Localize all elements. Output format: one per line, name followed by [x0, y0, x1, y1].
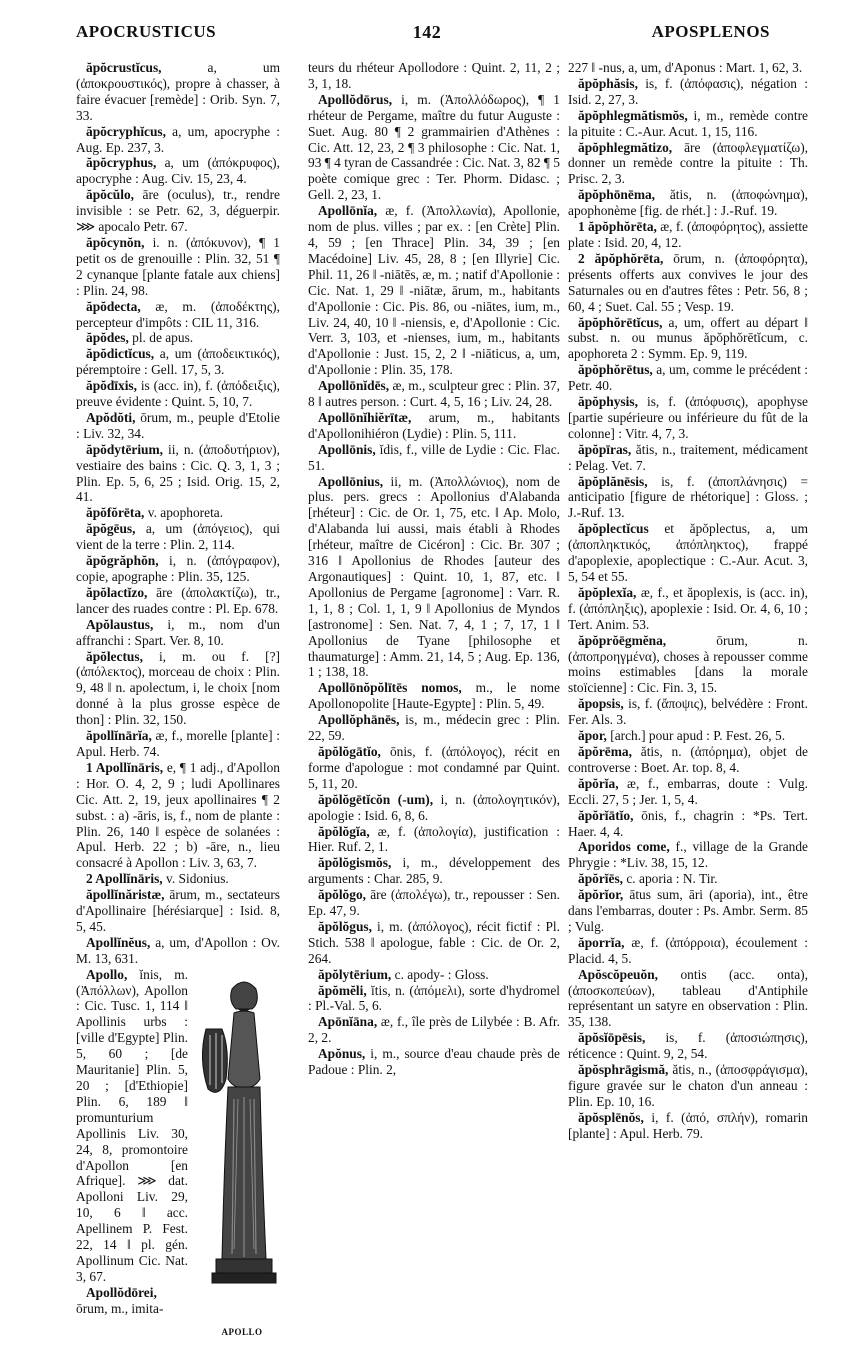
entry-definition: ōrum, n. (ἀποπροηγμένα), choses à repousser comme moins estimables [dans la morale stoïcienne] : Cic. Fin. 3, 15. [568, 632, 808, 696]
dictionary-entry [568, 108, 808, 140]
entry-headword: Apŏlaustus, [86, 616, 154, 632]
entry-definition: 227 ‖ -nus, a, um, d'Aponus : Mart. 1, 62, 3. [568, 60, 803, 75]
entry-headword: ăpŏrĭor, [578, 887, 624, 903]
entry-headword: ăpŏlŏgus, [318, 918, 372, 934]
entry-headword: Apŏnus, [318, 1046, 366, 1062]
entry-headword: ăpŏsplēnŏs, [578, 1109, 644, 1125]
entry-headword: ăpŏgēus, [86, 521, 136, 537]
dictionary-entry [308, 1046, 560, 1078]
entry-headword: ăpŏlŏgo, [318, 887, 366, 903]
dictionary-entry [308, 203, 560, 378]
entry-definition: ĭtis, n. (ἀπόμελι), sorte d'hydromel : Pl.-Val. 5, 6. [308, 982, 560, 1014]
entry-definition: æ, f., embarras, doute : Vulg. Eccli. 27, 5 ; Jer. 1, 5, 4. [568, 775, 808, 807]
dictionary-entry [76, 330, 280, 346]
page-number: 142 [412, 22, 442, 42]
entry-headword: ăpŏphōnēma, [578, 187, 656, 203]
dictionary-entry [568, 1110, 808, 1142]
entry-definition: i, n. (ἀπόγραφον), copie, apographe : Plin. 35, 125. [76, 553, 280, 584]
entry-definition: c. aporia : N. Tir. [623, 871, 718, 887]
entry-headword: ăpŏcryphĭcus, [86, 123, 166, 139]
dictionary-entry [568, 1030, 808, 1062]
entry-headword: ăpŏcryphus, [86, 155, 157, 171]
dictionary-entry [308, 967, 560, 983]
entry-definition: v. Sidonius. [162, 871, 229, 887]
entry-definition: āre (ἀπολακτίζω), tr., lancer des ruades contre : Pl. Ep. 678. [76, 584, 280, 616]
dictionary-entry [568, 394, 808, 442]
dictionary-entry [568, 585, 808, 633]
entry-definition: m., le nome Apollonopolite [Haute-Egypte] : Plin. 5, 49. [308, 680, 560, 712]
dictionary-entry [76, 187, 280, 235]
entry-definition: ii, n. (ἀποδυτήριον), vestiaire des bains : Cic. Q. 3, 1, 3 ; Plin. Ep. 5, 6, 25 ; Isid. Orig. 15, 2, 41. [76, 441, 280, 505]
entry-headword: ăpor, [578, 728, 607, 744]
entry-definition: æ, f., morelle [plante] : Apul. Herb. 74. [76, 728, 280, 759]
dictionary-entry [76, 124, 280, 156]
entry-headword: ăpollĭnăristæ, [86, 887, 165, 903]
dictionary-entry [568, 728, 808, 744]
dictionary-entry [76, 155, 280, 187]
entry-definition: ătis, n., traitement, médicament : Pelag. Vet. 7. [568, 441, 808, 473]
entry-headword: 2 ăpŏphŏrēta, [578, 250, 664, 266]
entry-headword: ăpŏphŏrētĭcus, [578, 314, 663, 330]
dictionary-entry [568, 219, 808, 251]
entry-headword: ăpŏcrustĭcus, [86, 60, 162, 75]
entry-definition: ătis, n., (ἀποσφράγισμα), figure gravée sur le chaton d'un anneau : Plin. Ep. 10, 16. [568, 1062, 808, 1109]
dictionary-entry [568, 60, 808, 76]
entry-definition: [arch.] pour apud : P. Fest. 26, 5. [606, 728, 786, 744]
entry-definition: a, um, d'Apollon : Ov. M. 13, 631. [76, 934, 280, 966]
entry-headword: Apollōnis, [318, 441, 376, 457]
column-3 [568, 60, 808, 1142]
entry-definition: i, m. ou f. [?] (ἀπόλεκτος), morceau de choix : Plin. 9, 48 ‖ n. apolectum, i, le choix [nom donné à la plus grosse espèce de thon] : Plin. 32, 150. [76, 648, 280, 728]
dictionary-entry [76, 728, 280, 760]
entry-definition: ōrum, m., imita- [76, 1300, 164, 1316]
apollo-illustration [194, 969, 280, 1341]
dictionary-entry [568, 1062, 808, 1110]
entry-definition: æ, f., et ăpoplexis, is (acc. in), f. (ἀπόπληξις), apoplexie : Isid. Or. 4, 6, 10 ; Tert. Anim. 53. [568, 584, 808, 632]
dictionary-entry [76, 235, 280, 299]
entry-definition: ārum, m., sectateurs d'Apollinaire [hérésiarque] : Isid. 8, 5, 45. [76, 887, 280, 934]
entry-headword: ăpŏrĭātĭo, [578, 807, 634, 823]
dictionary-entry [76, 649, 280, 729]
entry-definition: ĭnis, m. (Ἀπόλλων), Apollon : Cic. Tusc. 1, 114 ‖ Apollinis urbs : [ville d'Egypte] Plin. 5, 60 ; [de Mauritanie] Plin. 5, 20 ; [d'Ethiopie] Plin. 6, 189 ‖ promunturium Apollinis Liv. 30, 24, 8, promontoire d'Apollon [en Afrique]. ⋙ dat. Apolloni Liv. 29, 10, 6 ‖ acc. Apellinem P. Fest. 22, 14 ‖ pl. gén. Apollinum Cic. Nat. 3, 67. [76, 966, 188, 1284]
entry-headword: Apollŏphānēs, [318, 712, 400, 728]
entry-definition: æ, f. (Ἀπολλωνία), Apollonie, nom de plus. villes ; par ex. : [en Crète] Plin. 4, 59 ; [en Thrace] Plin. 34, 39 ; [en Macédoine] Liv. 45, 28, 8 ; [en Illyrie] Cic. Phil. 11, 26 ‖ -niātēs, æ, m. ; natif d'Apollonie : Cic. Nat. 1, 29 ‖ -niātæ, ārum, m., habitants d'Apollonie : Cic. Pis. 86, ou -niātes, ium, m., Liv. 24, 40, 10 ‖ -niensis, e, d'Apollonie : Cic. Verr. 3, 103, et -nienses, ium, m., habitants d'Apollonie : Just. 15, 2, 2 ‖ -niāticus, a, um, d'Apollonie : Plin. 35, 178. [308, 203, 560, 378]
entry-definition: ontis (acc. onta), (ἀποσκοπεύων), tableau d'Antiphile représentant un satyre en observation : Plin. 35, 138. [568, 966, 808, 1030]
entry-definition: ătis, n. (ἀποφώνημα), apophonème [fig. de rhét.] : J.-Ruf. 19. [568, 187, 808, 219]
dictionary-entry [568, 474, 808, 522]
entry-headword: Apollōnĭdēs, [318, 378, 390, 394]
entry-definition: āre (oculus), tr., rendre invisible : se Petr. 62, 3, déguerpir. ⋙ apocalo Petr. 67. [76, 187, 280, 235]
column-1 [76, 60, 280, 1343]
entry-headword: ăpŏcynŏn, [86, 234, 145, 250]
entry-definition: ātus sum, āri (aporia), int., être dans l'embarras, douter : Ps. Ambr. Serm. 85 ; Vulg. [568, 887, 808, 934]
entry-headword: ăpŏphŏrētus, [578, 362, 653, 378]
entry-headword: 1 Apollĭnāris, [86, 759, 164, 775]
entry-definition: f., village de la Grande Phrygie : *Liv. 38, 15, 12. [568, 839, 808, 871]
dictionary-entry [76, 410, 280, 442]
entry-headword: ăpŏsphrāgismă, [578, 1062, 669, 1078]
entry-headword: ăpŏlŏgismŏs, [318, 855, 392, 871]
entry-definition: is, f. (ἀποπλάνησις) = anticipatio [figure de rhétorique] : Gloss. ; J.-Ruf. 13. [568, 473, 808, 521]
dictionary-entry [308, 680, 560, 712]
entry-definition: i, f. (ἀπό, σπλήν), romarin [plante] : Apul. Herb. 79. [568, 1109, 808, 1141]
page-header [0, 22, 854, 50]
entry-headword: ăpŏlŏgētĭcŏn (-um), [318, 791, 434, 807]
entry-definition: is, f. (ἀποσιώπησις), réticence : Quint. 9, 2, 54. [568, 1030, 808, 1062]
entry-headword: Apŏdŏti, [86, 409, 136, 425]
entry-definition: a, um, comme le précédent : Petr. 40. [568, 362, 808, 394]
entry-headword: ăpŏmĕli, [318, 982, 367, 998]
column-2 [308, 60, 560, 1078]
entry-headword: ăpŏprŏēgmĕna, [578, 632, 667, 648]
dictionary-entry [568, 633, 808, 697]
header-left-guideword: APOCRUSTICUS [76, 22, 217, 41]
entry-definition: æ, m. (ἀποδέκτης), percepteur d'impôts : CIL 11, 316. [76, 298, 280, 330]
entry-headword: ăpŏcŭlo, [86, 187, 134, 203]
entry-headword: ăpŏlytērium, [318, 966, 392, 982]
dictionary-entry [568, 442, 808, 474]
entry-headword: ăpŏdytērium, [86, 441, 163, 457]
dictionary-entry [308, 887, 560, 919]
entry-headword: ăpŏlŏgātĭo, [318, 743, 381, 759]
apollo-statue-icon [194, 969, 280, 1324]
dictionary-entry [76, 887, 280, 935]
dictionary-entry [568, 744, 808, 776]
dictionary-entry [76, 935, 280, 967]
entry-definition: is (acc. in), f. (ἀπόδειξις), preuve évidente : Quint. 5, 10, 7. [76, 378, 280, 410]
dictionary-entry [568, 140, 808, 188]
dictionary-entry [568, 362, 808, 394]
entry-definition: a, um (ἀπόκρυφος), apocryphe : Aug. Civ. 15, 23, 4. [76, 155, 280, 187]
entry-definition: āre (ἀπολέγω), tr., repousser : Sen. Ep. 47, 9. [308, 887, 560, 919]
entry-definition: a, um, offert au départ ‖ subst. n. ou munus ăpŏphŏrētĭcum, c. apophoreta 2 : Symm. Ep. 9, 119. [568, 314, 808, 362]
entry-headword: ăpopsis, [578, 696, 624, 712]
dictionary-entry [308, 60, 560, 92]
entry-definition: ĭdis, f., ville de Lydie : Cic. Flac. 51. [308, 441, 560, 473]
dictionary-entry [308, 442, 560, 474]
dictionary-entry [76, 442, 280, 506]
entry-definition: ōnis, f., chagrin : *Ps. Tert. Haer. 4, 4. [568, 807, 808, 839]
entry-definition: is, f. (ἀπόφυσις), apophyse [partie supérieure ou inférieure du fût de la colonne] : Vitr. 4, 7, 3. [568, 394, 808, 441]
entry-definition: et ăpŏplectus, a, um (ἀποπληκτικός, ἀπόπληκτος), frappé d'apoplexie, apoplectique : C.-Aur. Acut. 3, 5, 54 et 55. [568, 521, 808, 584]
dictionary-entry [308, 410, 560, 442]
dictionary-entry [568, 808, 808, 840]
entry-headword: Aporidos come, [578, 839, 670, 855]
entry-headword: ăpŏphlegmătismŏs, [578, 107, 688, 123]
entry-definition: æ, f., île près de Lilybée : B. Afr. 2, 2. [308, 1014, 560, 1046]
entry-headword: ăpŏdes, [86, 330, 129, 346]
dictionary-entry [76, 378, 280, 410]
entry-definition: is, m., médecin grec : Plin. 22, 59. [308, 712, 560, 744]
dictionary-entry [568, 315, 808, 363]
entry-headword: Apollo, [86, 966, 128, 982]
entry-headword: ăpŏplănēsis, [578, 473, 648, 489]
entry-definition: æ, f. (ἀπολογία), justification : Hier. Ruf. 2, 1. [308, 823, 560, 855]
entry-headword: ăpŏlectus, [86, 648, 143, 664]
dictionary-entry [308, 855, 560, 887]
entry-headword: ăpŏrĭa, [578, 775, 619, 791]
dictionary-entry [76, 871, 280, 887]
entry-headword: Apollŏdōrus, [318, 91, 393, 107]
dictionary-entry [308, 824, 560, 856]
entry-definition: i, m. (ἀπόλογος), récit fictif : Pl. Stich. 538 ‖ apologue, fable : Cic. de Or. 2, 264. [308, 918, 560, 966]
entry-definition: ii, m. (Ἀπολλώνιος), nom de plus. pers. grecs : Apollonius d'Alabanda [rhéteur] : Cic. de Or. 1, 75, etc. ‖ Ap. Molo, d'Alabanda lui aussi, mais établi à Rhodes [rhéteur, maître de Cicéron] : Cic. Br. 307 ; 316 ‖ Apollonius de Rhodes [auteur des Argonautiques] : Quint. 10, 1, 87, etc. ‖ Apollonius de Pergame [agronome] : Varr. R. 1, 1, 8 ; Col. 1, 1, 9 ‖ Apollonius de Myndos [astronome] : Sen. Nat. 7, 4, 1 ; 7, 17, 1 ‖ Apollonius de Tyane [philosophe et thaumaturge] : Amm. 21, 14, 5 ; Aug. Ep. 136, 1 ; 138, 18. [308, 473, 560, 680]
figure-caption: APOLLO [221, 1326, 263, 1337]
dictionary-entry [76, 346, 280, 378]
dictionary-entry [76, 505, 280, 521]
entry-definition: v. apophoreta. [144, 505, 224, 521]
entry-definition: ōnis, f. (ἀπόλογος), récit en forme d'apologue : mot condamné par Quint. 5, 11, 20. [308, 743, 560, 791]
dictionary-entry [568, 776, 808, 808]
entry-definition: a, um (ἀποδεικτικός), péremptoire : Gell. 17, 5, 3. [76, 346, 280, 378]
entry-headword: Apollōnĭhiĕrītæ, [318, 409, 412, 425]
dictionary-entry [76, 617, 280, 649]
entry-headword: ăporrĭa, [578, 934, 625, 950]
entry-headword: ăpŏdictĭcus, [86, 346, 155, 362]
entry-headword: ăpŏlŏgĭa, [318, 823, 370, 839]
entry-headword: ăpŏphysis, [578, 394, 638, 410]
entry-definition: is, f. (ἀπόφασις), négation : Isid. 2, 27, 3. [568, 75, 808, 107]
entry-definition: ōrum, n. (ἀποφόρητα), présents offerts aux convives le jour des Saturnales ou en d'autres fêtes : Petr. 56, 8 ; 60, 4 ; Suet. Cal. 55 ; Vesp. 19. [568, 250, 808, 314]
dictionary-entry [568, 76, 808, 108]
entry-definition: e, ¶ 1 adj., d'Apollon : Hor. O. 4, 2, 9 ; ludi Apollinares Cic. Att. 2, 19, jeux apollinaires ¶ 2 subst. : a) -āris, is, f., nom de plante : Plin. 26, 140 ‖ espèce de solanées : Apul. Herb. 22 ; b) -āre, n., lieu consacré à Apollon : Liv. 3, 63, 7. [76, 759, 280, 871]
entry-headword: Apŏscŏpeuŏn, [578, 966, 658, 982]
dictionary-entry [76, 521, 280, 553]
entry-definition: a, um (ἀπόγειος), qui vient de la terre : Plin. 2, 114. [76, 521, 280, 553]
entry-definition: i, m., développement des arguments : Char. 285, 9. [308, 855, 560, 887]
entry-headword: ăpŏphăsis, [578, 75, 638, 91]
entry-definition: i, m., source d'eau chaude près de Padoue : Plin. 2, [308, 1046, 560, 1078]
entry-definition: ătis, n. (ἀπόρημα), objet de controverse : Boet. Ar. top. 8, 4. [568, 743, 808, 775]
dictionary-entry [568, 935, 808, 967]
entry-headword: ăpŏfŏrēta, [86, 505, 145, 521]
entry-definition: æ, f. (ἀποφόρητος), assiette plate : Isid. 20, 4, 12. [568, 219, 808, 250]
entry-headword: ăpŏplexĭa, [578, 584, 637, 600]
entry-definition: arum, m., habitants d'Apollonihiéron (Lydie) : Plin. 5, 111. [308, 409, 560, 441]
entry-headword: ăpŏrēma, [578, 743, 632, 759]
dictionary-entry [308, 474, 560, 681]
entry-headword: ăpŏphlegmătizo, [578, 139, 673, 155]
dictionary-entry [76, 299, 280, 331]
entry-headword: Apollōnius, [318, 473, 384, 489]
dictionary-entry [568, 251, 808, 315]
entry-headword: ăpollĭnārĭa, [86, 728, 152, 744]
dictionary-entry [76, 585, 280, 617]
entry-definition: i, m., nom d'un affranchi : Spart. Ver. 8, 10. [76, 616, 280, 648]
entry-headword: ăpŏpīras, [578, 441, 632, 457]
entry-headword: Apollŏdōrei, [86, 1284, 157, 1300]
entry-definition: a, um (ἀποκρουστικός), propre à chasser, à faire évacuer [remède] : Orib. Syn. 7, 33. [76, 60, 280, 123]
entry-definition: teurs du rhéteur Apollodore : Quint. 2, 11, 2 ; 3, 1, 18. [308, 60, 560, 91]
entry-definition: c. apody- : Gloss. [391, 966, 489, 982]
entry-definition: i, m. (Ἀπολλόδωρος), ¶ 1 rhéteur de Pergame, maître du futur Auguste : Suet. Aug. 80 ¶ 2 grammairien d'Athènes : Cic. Att. 12, 23, 2 ¶ 3 philosophe : Cic. Nat. 1, 93 ¶ 4 tyran de Cassandrée : Cic. Nat. 3, 82 ¶ 5 poète comique grec : Ter. Phorm. Didasc. ; Gell. 2, 23, 1. [308, 91, 560, 203]
entry-headword: ăpŏdecta, [86, 298, 141, 314]
dictionary-entry [76, 760, 280, 871]
dictionary-entry [568, 839, 808, 871]
entry-definition: ōrum, m., peuple d'Etolie : Liv. 32, 34. [76, 409, 280, 441]
entry-headword: ăpŏgrăphŏn, [86, 553, 159, 569]
entry-headword: ăpŏplectĭcus [578, 521, 649, 537]
entry-headword: ăpŏsĭōpēsis, [578, 1030, 646, 1046]
dictionary-entry [76, 553, 280, 585]
entry-headword: ăpŏdīxis, [86, 378, 137, 394]
entry-headword: Apōnĭāna, [318, 1014, 378, 1030]
entry-definition: a, um, apocryphe : Aug. Ep. 237, 3. [76, 123, 280, 155]
entry-definition: is, f. (ἄποψις), belvédère : Front. Fer. Als. 3. [568, 696, 808, 728]
entry-headword: Apollōnŏpŏlītēs nomos, [318, 680, 462, 696]
dictionary-entry [308, 378, 560, 410]
entry-headword: ăpŏrĭēs, [578, 871, 624, 887]
entry-definition: pl. de apus. [128, 330, 194, 346]
entry-headword: 1 ăpŏphŏrēta, [578, 219, 657, 235]
entry-headword: Apollōnĭa, [318, 203, 378, 219]
dictionary-entry [568, 871, 808, 887]
dictionary-entry [568, 521, 808, 585]
dictionary-entry [308, 792, 560, 824]
dictionary-entry [308, 983, 560, 1015]
dictionary-entry [308, 919, 560, 967]
entry-definition: i, m., remède contre la pituite : C.-Aur. Acut. 1, 15, 116. [568, 107, 808, 139]
entry-headword: 2 Apollĭnāris, [86, 871, 163, 887]
dictionary-entry [308, 92, 560, 203]
entry-headword: ăpŏlactĭzo, [86, 584, 148, 600]
entry-definition: i, n. (ἀπολογητικόν), apologie : Isid. 6, 8, 6. [308, 791, 560, 823]
dictionary-entry [568, 696, 808, 728]
dictionary-entry [308, 744, 560, 792]
entry-definition: i. n. (ἀπόκυνον), ¶ 1 petit os de grenouille : Plin. 32, 51 ¶ 2 cynanque [plante fatale aux chiens] : Plin. 24, 98. [76, 234, 280, 298]
dictionary-entry [568, 887, 808, 935]
entry-headword: Apollĭnĕus, [86, 934, 151, 950]
dictionary-entry [568, 187, 808, 219]
entry-definition: æ, m., sculpteur grec : Plin. 37, 8 ‖ autres person. : Curt. 4, 5, 16 ; Liv. 24, 28. [308, 378, 560, 410]
entry-definition: āre (ἀποφλεγματίζω), donner un remède contre la pituite : Th. Prisc. 2, 3. [568, 139, 808, 187]
entry-definition: æ, f. (ἀπόρροια), écoulement : Placid. 4, 5. [568, 934, 808, 966]
dictionary-entry [308, 1014, 560, 1046]
header-right-guideword: APOSPLENOS [651, 22, 770, 41]
dictionary-entry [76, 60, 280, 124]
dictionary-entry [308, 712, 560, 744]
dictionary-entry [568, 967, 808, 1031]
